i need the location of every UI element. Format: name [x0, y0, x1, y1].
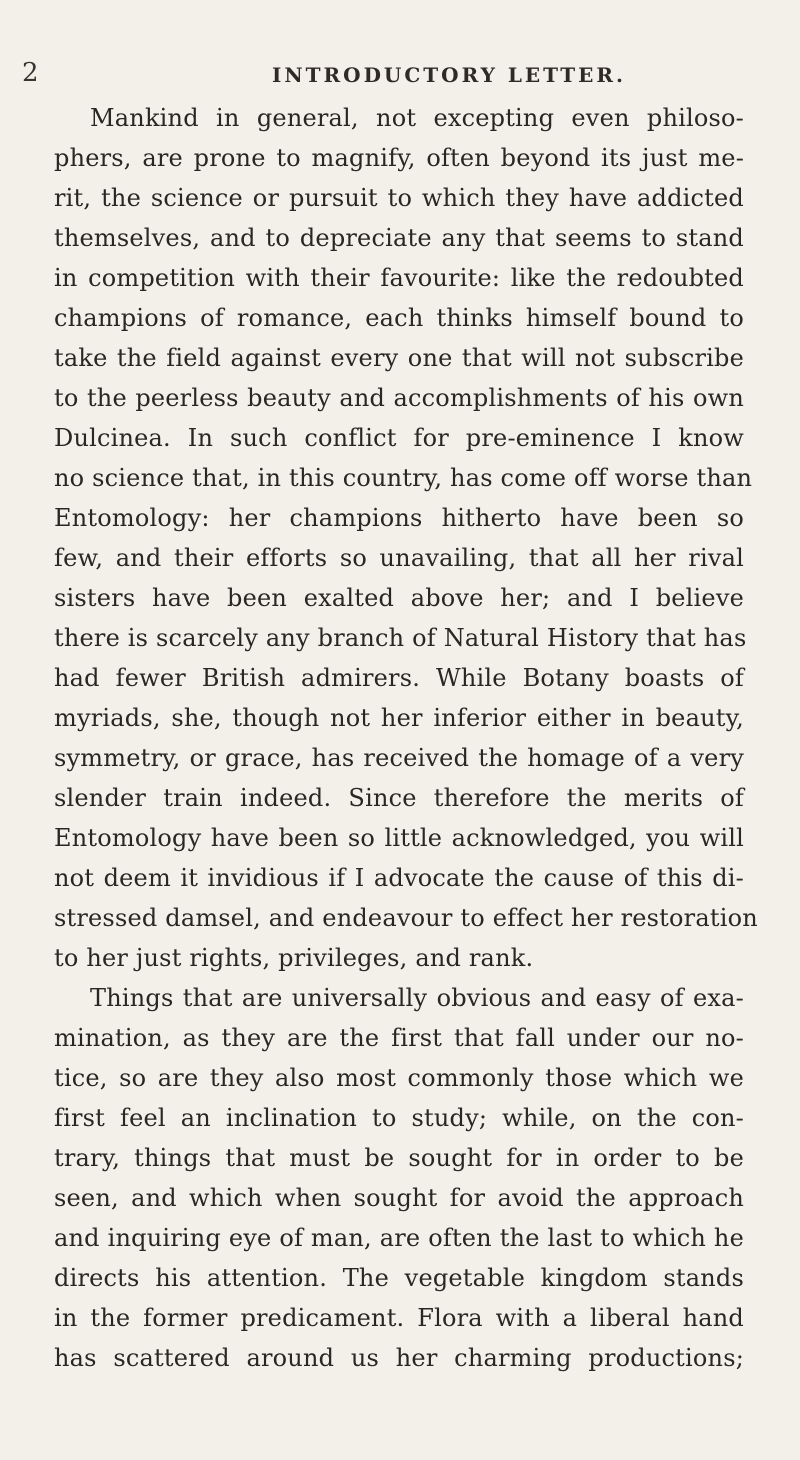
text-line: rit, the science or pursuit to which they have addicted [54, 184, 744, 212]
text-line: in competition with their favourite: like the redoubted [54, 264, 744, 292]
text-line: themselves, and to depreciate any that seems to stand [54, 224, 744, 252]
text-line: first feel an inclination to study; while, on the con- [54, 1104, 744, 1132]
text-line: tice, so are they also most commonly those which we [54, 1064, 744, 1092]
text-line: seen, and which when sought for avoid the approach [54, 1184, 744, 1212]
text-line: Mankind in general, not excepting even philoso- [90, 104, 744, 132]
text-line: mination, as they are the first that fall under our no- [54, 1024, 744, 1052]
text-line: in the former predicament. Flora with a liberal hand [54, 1304, 744, 1332]
text-line: has scattered around us her charming productions; [54, 1344, 744, 1372]
text-line: had fewer British admirers. While Botany boasts of [54, 664, 744, 692]
text-line: take the field against every one that will not subscribe [54, 344, 744, 372]
text-line: champions of romance, each thinks himself bound to [54, 304, 744, 332]
text-line: Dulcinea. In such conflict for pre-eminence I know [54, 424, 744, 452]
text-line: sisters have been exalted above her; and I believe [54, 584, 744, 612]
text-line: symmetry, or grace, has received the homage of a very [54, 744, 744, 772]
text-line: no science that, in this country, has come off worse than [54, 464, 753, 492]
text-line: stressed damsel, and endeavour to effect her restoration [54, 904, 758, 932]
page-number: 2 [22, 58, 39, 88]
text-line: there is scarcely any branch of Natural History that has [54, 624, 747, 652]
text-line: Entomology have been so little acknowledged, you will [54, 824, 744, 852]
text-line: directs his attention. The vegetable kingdom stands [54, 1264, 744, 1292]
text-line: myriads, she, though not her inferior either in beauty, [54, 704, 744, 732]
text-line: Things that are universally obvious and easy of exa- [90, 984, 744, 1012]
text-line: not deem it invidious if I advocate the cause of this di- [54, 864, 744, 892]
body-text [54, 98, 758, 1378]
running-head-title: INTRODUCTORY LETTER. [272, 63, 627, 87]
text-line: Entomology: her champions hitherto have been so [54, 504, 744, 532]
text-line: slender train indeed. Since therefore the merits of [54, 784, 744, 812]
text-line: and inquiring eye of man, are often the last to which he [54, 1224, 744, 1252]
text-line: to the peerless beauty and accomplishments of his own [54, 384, 744, 412]
running-head [22, 58, 762, 94]
text-line: few, and their efforts so unavailing, that all her rival [54, 544, 744, 572]
text-line: phers, are prone to magnify, often beyond its just me- [54, 144, 744, 172]
text-line: trary, things that must be sought for in order to be [54, 1144, 744, 1172]
text-line: to her just rights, privileges, and rank. [54, 944, 534, 972]
